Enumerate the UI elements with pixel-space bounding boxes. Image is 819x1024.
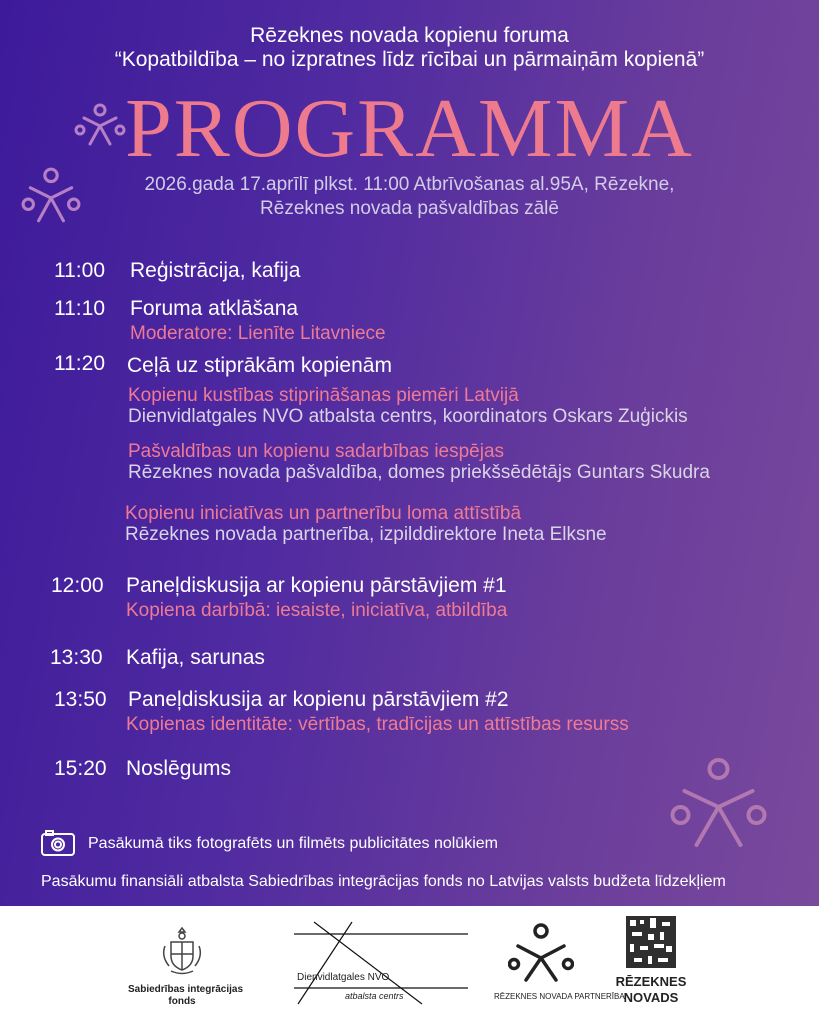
schedule-time: 11:10 <box>54 297 105 320</box>
schedule-time: 12:00 <box>51 574 104 597</box>
schedule-time: 13:30 <box>50 646 103 669</box>
nvo-logo-text: Dienvidlatgales NVO <box>297 972 390 983</box>
talk-speaker: Rēzeknes novada pašvaldība, domes priekšsēdētājs Guntars Skudra <box>128 462 710 483</box>
schedule-title: Ceļā uz stiprākām kopienām <box>127 354 392 377</box>
sif-logo-text: fonds <box>168 996 196 1007</box>
forum-theme: “Kopatbildība – no izpratnes līdz rīcībai un pārmaiņām kopienā” <box>114 48 705 71</box>
schedule-subtitle: Kopienas identitāte: vērtības, tradīcijas un attīstības resurss <box>126 714 629 735</box>
community-figure-icon <box>666 755 771 855</box>
coat-of-arms-icon <box>157 924 207 976</box>
schedule-title: Reģistrācija, kafija <box>130 259 301 282</box>
nvo-logo-text: atbalsta centrs <box>345 991 404 1001</box>
talk-topic: Kopienu iniciatīvas un partnerību loma attīstībā <box>125 503 522 524</box>
partneriba-figure-icon <box>508 922 574 986</box>
talk-speaker: Rēzeknes novada partnerība, izpilddirektore Ineta Elksne <box>125 524 607 545</box>
funding-notice: Pasākumu finansiāli atbalsta Sabiedrības integrācijas fonds no Latvijas valsts budžeta līdzekļiem <box>41 873 726 890</box>
schedule-title: Paneļdiskusija ar kopienu pārstāvjiem #2 <box>128 688 509 711</box>
schedule-title: Kafija, sarunas <box>126 646 265 669</box>
talk-topic: Pašvaldības un kopienu sadarbības iespējas <box>128 441 505 462</box>
schedule-title: Foruma atklāšana <box>130 297 299 320</box>
novads-logo-text: RĒZEKNES <box>615 974 687 989</box>
forum-subtitle: Rēzeknes novada kopienu foruma <box>250 24 569 47</box>
event-venue: Rēzeknes novada pašvaldības zālē <box>260 198 559 219</box>
schedule-subtitle: Kopiena darbībā: iesaiste, iniciatīva, atbildība <box>126 600 508 621</box>
novads-logo-text: NOVADS <box>623 990 679 1005</box>
schedule-time: 13:50 <box>54 688 107 711</box>
sif-logo-text: Sabiedrības integrācijas <box>128 984 244 995</box>
logo-strip <box>0 906 819 1024</box>
page-title: PROGRAMMA <box>125 82 694 175</box>
schedule-moderator: Moderatore: Lienīte Litavniece <box>130 323 386 344</box>
schedule-time: 11:20 <box>54 352 105 375</box>
partneriba-logo-text: RĒZEKNES NOVADA PARTNERĪBA <box>494 992 625 1001</box>
camera-icon <box>40 829 76 857</box>
event-date-location: 2026.gada 17.aprīlī plkst. 11:00 Atbrīvošanas al.95A, Rēzekne, <box>144 174 675 195</box>
schedule-title: Paneļdiskusija ar kopienu pārstāvjiem #1 <box>126 574 507 597</box>
talk-topic: Kopienu kustības stiprināšanas piemēri Latvijā <box>128 385 519 406</box>
rezeknes-novads-emblem-icon <box>626 916 676 968</box>
schedule-time: 11:00 <box>54 259 105 282</box>
photo-notice: Pasākumā tiks fotografēts un filmēts publicitātes nolūkiem <box>88 835 498 852</box>
talk-speaker: Dienvidlatgales NVO atbalsta centrs, koordinators Oskars Zuģickis <box>128 406 688 427</box>
schedule-time: 15:20 <box>54 757 107 780</box>
schedule-title: Noslēgums <box>126 757 232 780</box>
